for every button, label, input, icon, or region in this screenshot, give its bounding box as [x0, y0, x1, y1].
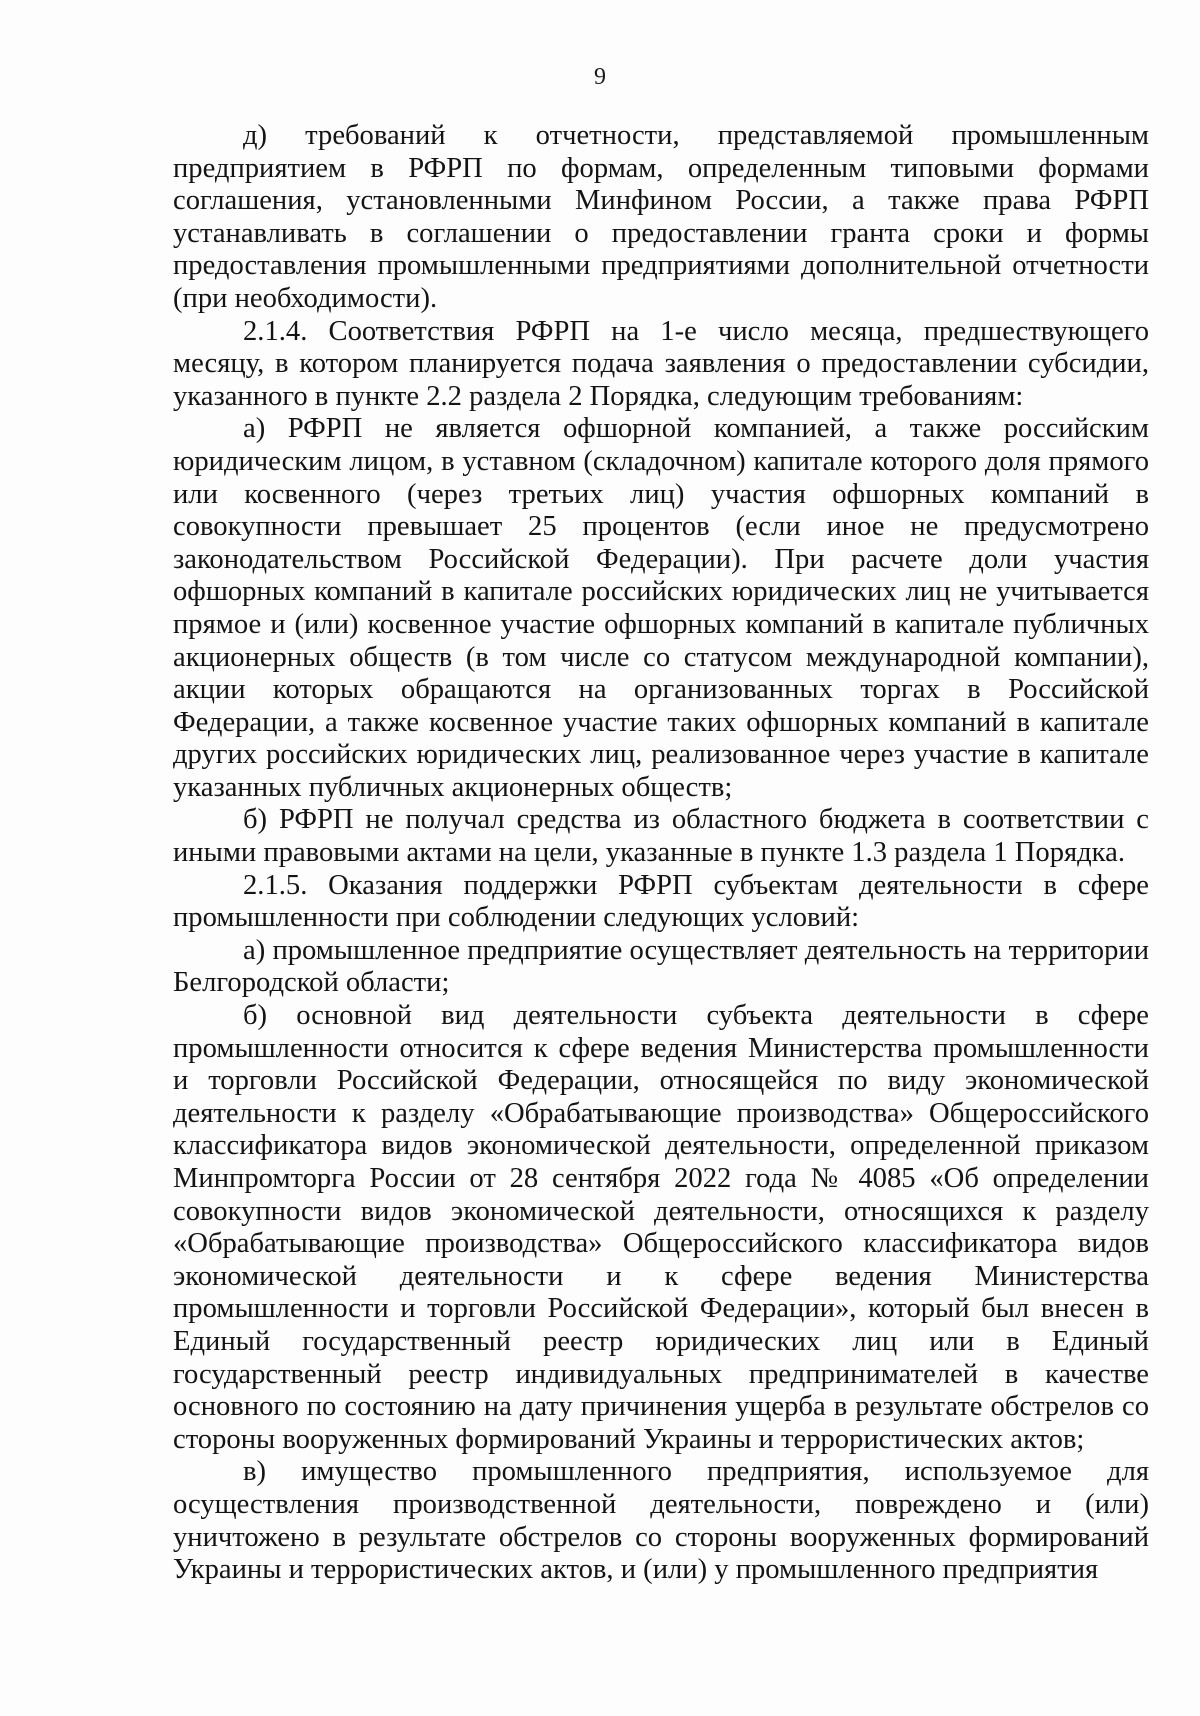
paragraph-2-1-5-b: б) основной вид деятельности субъекта деятельности в сфере промышленности относится к сфере ведения Министерства промышленности и торговли Российской Федерации, относящейся по виду экономической деятельности к разделу «Обрабатывающие производства» Общероссийского классификатора видов экономической деятельности, определенной приказом Минпромторга России от 28 сентября 2022 года № 4085 «Об определении совокупности видов экономической деятельности, относящихся к разделу «Обрабатывающие производства» Общероссийского классификатора видов экономической деятельности и к сфере ведения Министерства промышленности и торговли Российской Федерации», который был внесен в Единый государственный реестр юридических лиц или в Единый государственный реестр индивидуальных предпринимателей в качестве основного по состоянию на дату причинения ущерба в результате обстрелов со стороны вооруженных формирований Украины и террористических актов; — [173, 1000, 1149, 1455]
paragraph-2-1-4-a: а) РФРП не является офшорной компанией, а также российским юридическим лицом, в уставном (складочном) капитале которого доля прямого или косвенного (через третьих лиц) участия офшорных компаний в совокупности превышает 25 процентов (если иное не предусмотрено законодательством Российской Федерации). При расчете доли участия офшорных компаний в капитале российских юридических лиц не учитывается прямое и (или) косвенное участие офшорных компаний в капитале публичных акционерных обществ (в том числе со статусом международной компании), акции которых обращаются на организованных торгах в Российской Федерации, а также косвенное участие таких офшорных компаний в капитале других российских юридических лиц, реализованное через участие в капитале указанных публичных акционерных обществ; — [173, 413, 1149, 803]
page-number: 9 — [594, 64, 606, 90]
document-body — [173, 120, 1149, 1587]
paragraph-d-reporting-requirements: д) требований к отчетности, представляемой промышленным предприятием в РФРП по формам, определенным типовыми формами соглашения, установленными Минфином России, а также права РФРП устанавливать в соглашении о предоставлении гранта сроки и формы предоставления промышленными предприятиями дополнительной отчетности (при необходимости). — [173, 120, 1149, 314]
paragraph-2-1-5: 2.1.5. Оказания поддержки РФРП субъектам деятельности в сфере промышленности при соблюдении следующих условий: — [173, 869, 1149, 934]
paragraph-2-1-4-b: б) РФРП не получал средства из областного бюджета в соответствии с иными правовыми актами на цели, указанные в пункте 1.3 раздела 1 Порядка. — [173, 804, 1149, 869]
paragraph-2-1-4: 2.1.4. Соответствия РФРП на 1-е число месяца, предшествующего месяцу, в котором планируется подача заявления о предоставлении субсидии, указанного в пункте 2.2 раздела 2 Порядка, следующим требованиям: — [173, 315, 1149, 412]
paragraph-2-1-5-v: в) имущество промышленного предприятия, используемое для осуществления производственной деятельности, повреждено и (или) уничтожено в результате обстрелов со стороны вооруженных формирований Украины и террористических актов, и (или) у промышленного предприятия — [173, 1456, 1149, 1586]
paragraph-2-1-5-a: а) промышленное предприятие осуществляет деятельность на территории Белгородской области; — [173, 934, 1149, 999]
